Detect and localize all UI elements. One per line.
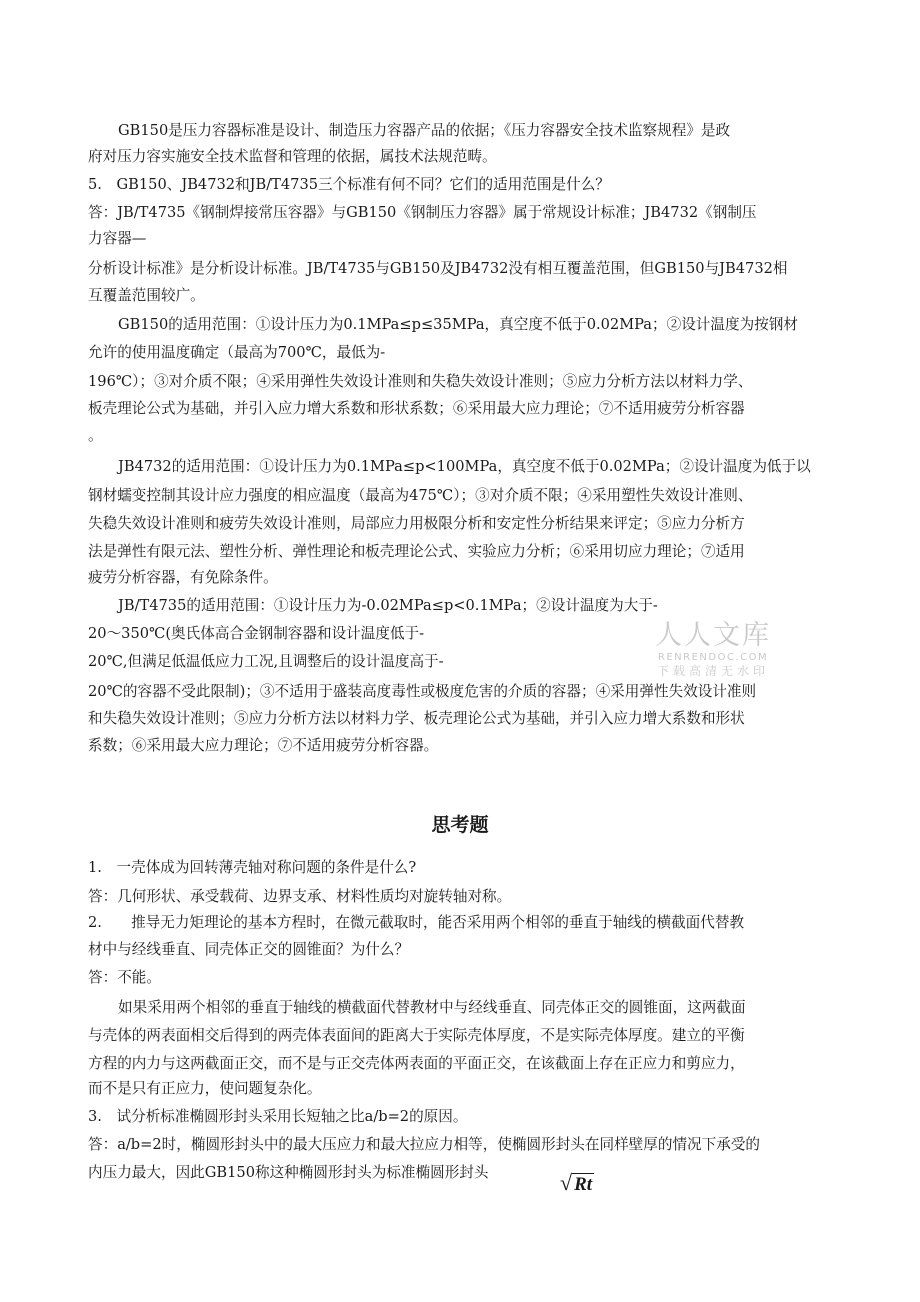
answer-2-explanation: 方程的内力与这两截面正交，而不是与正交壳体两表面的平面正交，在该截面上存在正应力和剪应力， xyxy=(88,1055,745,1072)
jb4732-scope-line: 疲劳分析容器，有免除条件。 xyxy=(88,569,278,586)
radical-sign: √ xyxy=(560,1170,573,1195)
formula-radicand: Rt xyxy=(574,1174,593,1195)
jbt4735-scope-line: JB/T4735的适用范围：①设计压力为-0.02MPa≤p<0.1MPa；②设计温度为大于- xyxy=(118,597,658,614)
gb150-scope-line: 196℃）；③对介质不限；④采用弹性失效设计准则和失稳失效设计准则；⑤应力分析方法以材料力学、 xyxy=(88,373,753,390)
gb150-scope-line: 。 xyxy=(88,427,103,444)
question-2-cont: 材中与经线垂直、同壳体正交的圆锥面？为什么？ xyxy=(88,941,410,958)
answer-line: 力容器— xyxy=(88,230,147,247)
answer-2-explanation: 与壳体的两表面相交后得到的两壳体表面间的距离大于实际壳体厚度，不是实际壳体厚度。建立的平衡 xyxy=(88,1027,745,1044)
jbt4735-scope-line: 20℃,但满足低温低应力工况,且调整后的设计温度高于- xyxy=(88,653,444,670)
answer-3: 内压力最大，因此GB150称这种椭圆形封头为标准椭圆形封头 xyxy=(88,1164,489,1181)
gb150-scope-line: 允许的使用温度确定（最高为700℃，最低为- xyxy=(88,344,386,361)
jb4732-scope-line: 法是弹性有限元法、塑性分析、弹性理论和板壳理论公式、实验应力分析；⑥采用切应力理论；⑦适用 xyxy=(88,543,745,560)
question-5: 5. GB150、JB4732和JB/T4735三个标准有何不同？它们的适用范围是什么？ xyxy=(88,176,610,193)
gb150-scope-line: 板壳理论公式为基础，并引入应力增大系数和形状系数；⑥采用最大应力理论；⑦不适用疲劳分析容器 xyxy=(88,400,745,417)
paragraph-line: GB150是压力容器标准是设计、制造压力容器产品的依据；《压力容器安全技术监察规程》是政 xyxy=(118,122,731,139)
jb4732-scope-line: 失稳失效设计准则和疲劳失效设计准则，局部应力用极限分析和安定性分析结果来评定；⑤应力分析方 xyxy=(88,515,745,532)
question-1: 1. 一壳体成为回转薄壳轴对称问题的条件是什么? xyxy=(88,859,417,876)
answer-line: 分析设计标准》是分析设计标准。JB/T4735与GB150及JB4732没有相互覆盖范围，但GB150与JB4732相 xyxy=(88,260,788,277)
answer-3: 答：a/b=2时，椭圆形封头中的最大压应力和最大拉应力相等，使椭圆形封头在同样壁厚的情况下承受的 xyxy=(88,1136,761,1153)
answer-2-explanation: 如果采用两个相邻的垂直于轴线的横截面代替教材中与经线垂直、同壳体正交的圆锥面，这两截面 xyxy=(118,999,746,1016)
question-3: 3. 试分析标准椭圆形封头采用长短轴之比a/b=2的原因。 xyxy=(88,1108,468,1125)
section-title: 思考题 xyxy=(431,814,489,836)
answer-2-explanation: 而不是只有正应力，使问题复杂化。 xyxy=(88,1080,322,1097)
watermark-logo-text: 人人文库 xyxy=(655,620,771,651)
watermark-url: RENRENDOC.COM xyxy=(657,652,769,663)
jbt4735-scope-line: 20℃的容器不受此限制)；③不适用于盛装高度毒性或极度危害的介质的容器；④采用弹性失效设计准则 xyxy=(88,683,757,700)
question-2: 2. 推导无力矩理论的基本方程时，在微元截取时，能否采用两个相邻的垂直于轴线的横截面代替教 xyxy=(88,914,745,931)
jbt4735-scope-line: 系数；⑥采用最大应力理论；⑦不适用疲劳分析容器。 xyxy=(88,737,439,754)
answer-line: 互覆盖范围较广。 xyxy=(88,287,205,304)
jb4732-scope-line: JB4732的适用范围：①设计压力为0.1MPa≤p<100MPa，真空度不低于0.02MPa；②设计温度为低于以 xyxy=(118,458,811,475)
sqrt-rt-formula xyxy=(560,1170,594,1196)
answer-1: 答：几何形状、承受载荷、边界支承、材料性质均对旋转轴对称。 xyxy=(88,888,512,905)
jbt4735-scope-line: 20～350℃(奥氏体高合金钢制容器和设计温度低于- xyxy=(88,625,425,642)
answer-line: 答：JB/T4735《钢制焊接常压容器》与GB150《钢制压力容器》属于常规设计标准；JB4732《钢制压 xyxy=(88,204,757,221)
paragraph-line: 府对压力容实施安全技术监督和管理的依据，属技术法规范畴。 xyxy=(88,148,497,165)
answer-2: 答：不能。 xyxy=(88,969,161,986)
gb150-scope-line: GB150的适用范围：①设计压力为0.1MPa≤p≤35MPa，真空度不低于0.02MPa；②设计温度为按钢材 xyxy=(118,316,798,333)
jb4732-scope-line: 钢材蠕变控制其设计应力强度的相应温度（最高为475℃）；③对介质不限；④采用塑性失效设计准则、 xyxy=(88,487,753,504)
watermark-subtitle: 下载高清无水印 xyxy=(656,664,769,678)
jbt4735-scope-line: 和失稳失效设计准则；⑤应力分析方法以材料力学、板壳理论公式为基础，并引入应力增大系数和形状 xyxy=(88,710,745,727)
